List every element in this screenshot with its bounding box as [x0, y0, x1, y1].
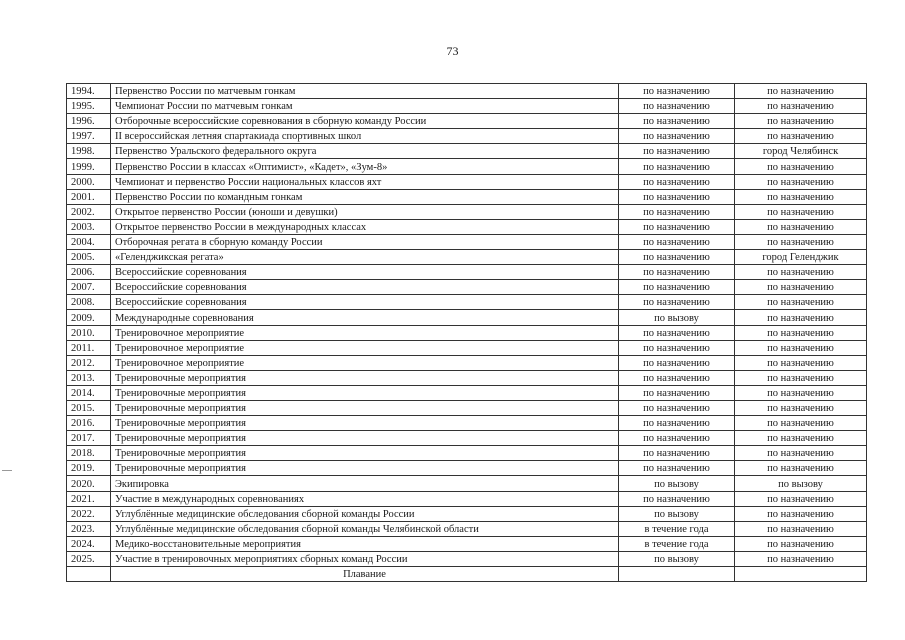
event-name: Тренировочное мероприятие: [111, 340, 619, 355]
table-row: [67, 174, 867, 189]
table-row: [67, 431, 867, 446]
event-timing: по назначению: [619, 446, 735, 461]
event-timing: по назначению: [619, 385, 735, 400]
event-location: по назначению: [735, 84, 867, 99]
event-timing: по вызову: [619, 506, 735, 521]
event-location: по назначению: [735, 295, 867, 310]
events-table-body: [67, 84, 867, 567]
event-name: Первенство Уральского федерального округа: [111, 144, 619, 159]
row-number: 1995.: [67, 99, 111, 114]
event-timing: по назначению: [619, 265, 735, 280]
table-row: [67, 340, 867, 355]
event-name: Медико-восстановительные мероприятия: [111, 536, 619, 551]
event-location: по назначению: [735, 129, 867, 144]
table-row: [67, 280, 867, 295]
table-row: [67, 446, 867, 461]
event-name: Отборочная регата в сборную команду России: [111, 234, 619, 249]
event-location: по назначению: [735, 416, 867, 431]
table-row: [67, 325, 867, 340]
table-row: [67, 265, 867, 280]
event-location: по назначению: [735, 340, 867, 355]
table-row: [67, 536, 867, 551]
event-location: по назначению: [735, 114, 867, 129]
event-location: по назначению: [735, 446, 867, 461]
row-number: 2021.: [67, 491, 111, 506]
row-number: 2000.: [67, 174, 111, 189]
event-location: по назначению: [735, 325, 867, 340]
row-number: 2006.: [67, 265, 111, 280]
event-name: Тренировочное мероприятие: [111, 355, 619, 370]
event-location: по назначению: [735, 99, 867, 114]
event-name: Участие в международных соревнованиях: [111, 491, 619, 506]
row-number: 2022.: [67, 506, 111, 521]
event-timing: по назначению: [619, 416, 735, 431]
event-name: Тренировочные мероприятия: [111, 400, 619, 415]
event-timing: по назначению: [619, 325, 735, 340]
row-number: 2004.: [67, 234, 111, 249]
table-row: [67, 144, 867, 159]
event-location: по назначению: [735, 174, 867, 189]
event-timing: по назначению: [619, 84, 735, 99]
event-timing: по назначению: [619, 174, 735, 189]
event-timing: по вызову: [619, 476, 735, 491]
event-location: город Челябинск: [735, 144, 867, 159]
event-location: по назначению: [735, 400, 867, 415]
row-number: 2019.: [67, 461, 111, 476]
event-timing: по назначению: [619, 400, 735, 415]
event-timing: по назначению: [619, 189, 735, 204]
section-heading-empty-cell: [619, 567, 735, 582]
table-row: [67, 295, 867, 310]
row-number: 2015.: [67, 400, 111, 415]
event-location: по назначению: [735, 431, 867, 446]
row-number: 1999.: [67, 159, 111, 174]
event-timing: по назначению: [619, 370, 735, 385]
event-location: по назначению: [735, 461, 867, 476]
table-row: [67, 416, 867, 431]
table-row: [67, 506, 867, 521]
row-number: 2007.: [67, 280, 111, 295]
event-name: Тренировочные мероприятия: [111, 446, 619, 461]
event-location: по назначению: [735, 204, 867, 219]
event-name: Тренировочное мероприятие: [111, 325, 619, 340]
row-number: 2009.: [67, 310, 111, 325]
row-number: 2024.: [67, 536, 111, 551]
event-timing: по назначению: [619, 159, 735, 174]
event-name: Участие в тренировочных мероприятиях сборных команд России: [111, 551, 619, 566]
event-timing: по назначению: [619, 280, 735, 295]
table-row: [67, 114, 867, 129]
event-name: Открытое первенство России в международных классах: [111, 219, 619, 234]
table-row: [67, 159, 867, 174]
event-name: Отборочные всероссийские соревнования в сборную команду России: [111, 114, 619, 129]
event-name: Открытое первенство России (юноши и девушки): [111, 204, 619, 219]
row-number: 1997.: [67, 129, 111, 144]
table-row: [67, 310, 867, 325]
event-name: Чемпионат России по матчевым гонкам: [111, 99, 619, 114]
event-name: Всероссийские соревнования: [111, 295, 619, 310]
table-row: [67, 370, 867, 385]
table-row: [67, 234, 867, 249]
event-location: по назначению: [735, 551, 867, 566]
row-number: 2001.: [67, 189, 111, 204]
row-number: 2025.: [67, 551, 111, 566]
event-name: Тренировочные мероприятия: [111, 461, 619, 476]
row-number: 2013.: [67, 370, 111, 385]
event-timing: по назначению: [619, 491, 735, 506]
table-row: [67, 385, 867, 400]
table-row: [67, 476, 867, 491]
row-number: 2020.: [67, 476, 111, 491]
event-timing: по назначению: [619, 144, 735, 159]
event-location: по назначению: [735, 491, 867, 506]
event-timing: в течение года: [619, 521, 735, 536]
event-location: по назначению: [735, 310, 867, 325]
table-row: [67, 400, 867, 415]
table-row: [67, 129, 867, 144]
row-number: 1998.: [67, 144, 111, 159]
event-name: «Геленджикская регата»: [111, 250, 619, 265]
event-location: по назначению: [735, 536, 867, 551]
row-number: 2008.: [67, 295, 111, 310]
event-location: город Геленджик: [735, 250, 867, 265]
event-location: по назначению: [735, 159, 867, 174]
event-name: Тренировочные мероприятия: [111, 431, 619, 446]
row-number: 2002.: [67, 204, 111, 219]
event-location: по вызову: [735, 476, 867, 491]
event-timing: по назначению: [619, 99, 735, 114]
section-heading-row: [67, 567, 867, 582]
event-timing: по назначению: [619, 219, 735, 234]
event-timing: по назначению: [619, 114, 735, 129]
table-row: [67, 99, 867, 114]
event-name: Углублённые медицинские обследования сборной команды России: [111, 506, 619, 521]
row-number: 2016.: [67, 416, 111, 431]
event-timing: по вызову: [619, 310, 735, 325]
event-timing: по назначению: [619, 355, 735, 370]
event-name: Тренировочные мероприятия: [111, 370, 619, 385]
event-location: по назначению: [735, 234, 867, 249]
table-row: [67, 250, 867, 265]
event-location: по назначению: [735, 521, 867, 536]
table-row: [67, 189, 867, 204]
section-heading: Плавание: [111, 567, 619, 582]
row-number: 2018.: [67, 446, 111, 461]
event-timing: по назначению: [619, 431, 735, 446]
row-number: 1996.: [67, 114, 111, 129]
table-row: [67, 491, 867, 506]
event-location: по назначению: [735, 265, 867, 280]
table-row: [67, 204, 867, 219]
event-timing: по назначению: [619, 295, 735, 310]
event-timing: в течение года: [619, 536, 735, 551]
event-location: по назначению: [735, 189, 867, 204]
row-number: 2010.: [67, 325, 111, 340]
event-location: по назначению: [735, 385, 867, 400]
event-location: по назначению: [735, 370, 867, 385]
event-timing: по назначению: [619, 204, 735, 219]
table-row: [67, 355, 867, 370]
row-number: 2014.: [67, 385, 111, 400]
event-name: Углублённые медицинские обследования сборной команды Челябинской области: [111, 521, 619, 536]
event-name: Тренировочные мероприятия: [111, 416, 619, 431]
event-timing: по назначению: [619, 461, 735, 476]
event-location: по назначению: [735, 219, 867, 234]
section-heading-empty-cell: [67, 567, 111, 582]
table-row: [67, 521, 867, 536]
row-number: 2012.: [67, 355, 111, 370]
event-name: Всероссийские соревнования: [111, 265, 619, 280]
event-name: II всероссийская летняя спартакиада спортивных школ: [111, 129, 619, 144]
event-name: Первенство России по командным гонкам: [111, 189, 619, 204]
table-row: [67, 461, 867, 476]
margin-mark: [2, 470, 12, 471]
event-name: Чемпионат и первенство России национальных классов яхт: [111, 174, 619, 189]
event-timing: по назначению: [619, 129, 735, 144]
event-name: Тренировочные мероприятия: [111, 385, 619, 400]
event-timing: по вызову: [619, 551, 735, 566]
event-name: Первенство России по матчевым гонкам: [111, 84, 619, 99]
row-number: 2005.: [67, 250, 111, 265]
table-row: [67, 551, 867, 566]
event-name: Всероссийские соревнования: [111, 280, 619, 295]
row-number: 2003.: [67, 219, 111, 234]
page-number: 73: [446, 44, 459, 58]
event-timing: по назначению: [619, 250, 735, 265]
event-location: по назначению: [735, 280, 867, 295]
row-number: 2023.: [67, 521, 111, 536]
event-name: Экипировка: [111, 476, 619, 491]
event-timing: по назначению: [619, 234, 735, 249]
row-number: 2011.: [67, 340, 111, 355]
event-name: Первенство России в классах «Оптимист», «Кадет», «Зум-8»: [111, 159, 619, 174]
events-table: [66, 83, 867, 582]
table-row: [67, 84, 867, 99]
event-location: по назначению: [735, 506, 867, 521]
section-heading-empty-cell: [735, 567, 867, 582]
event-name: Международные соревнования: [111, 310, 619, 325]
table-row: [67, 219, 867, 234]
event-location: по назначению: [735, 355, 867, 370]
event-timing: по назначению: [619, 340, 735, 355]
row-number: 1994.: [67, 84, 111, 99]
row-number: 2017.: [67, 431, 111, 446]
